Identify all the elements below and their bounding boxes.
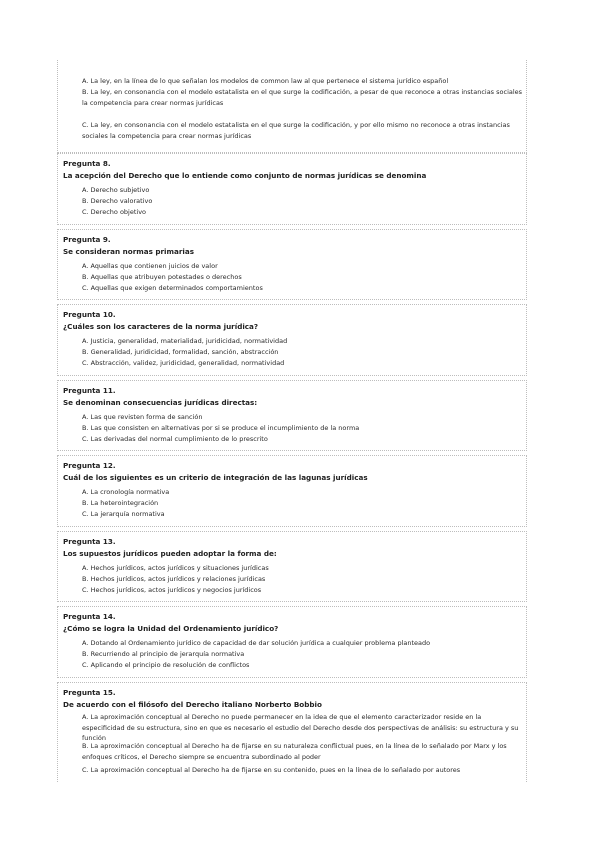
option-a: A. Las que revisten forma de sanción [82, 413, 203, 421]
option-b: B. Las que consisten en alternativas por si se produce el incumplimiento de la norma [82, 424, 360, 432]
question-text: ¿Cómo se logra la Unidad del Ordenamiento jurídico? [63, 624, 279, 633]
question-text: La acepción del Derecho que lo entiende como conjunto de normas jurídicas se denomina [63, 171, 427, 180]
question-11-block [57, 380, 527, 451]
option-b: B. La heterointegración [82, 499, 159, 507]
question-14-block [57, 606, 527, 678]
question-number: Pregunta 10. [63, 310, 116, 319]
option-c: C. Las derivadas del normal cumplimiento de lo prescrito [82, 435, 268, 443]
question-9-block [57, 229, 527, 300]
question-number: Pregunta 13. [63, 537, 116, 546]
question-15-block [57, 682, 527, 782]
question-text: ¿Cuáles son los caracteres de la norma jurídica? [63, 322, 259, 331]
option-c: C. Aplicando el principio de resolución de conflictos [82, 661, 250, 669]
question-7-block [57, 60, 527, 153]
option-b: B. La aproximación conceptual al Derecho ha de fijarse en su naturaleza conflictual pues, en la línea de lo señalado por Marx y los enfoques críticos, el Derecho siempre se encuentra subordinado al poder [82, 742, 507, 761]
option-a: A. Aquellas que contienen juicios de valor [82, 262, 218, 270]
question-text: Se consideran normas primarias [63, 247, 194, 256]
option-c: C. Aquellas que exigen determinados comportamientos [82, 284, 263, 292]
question-13-block [57, 531, 527, 602]
question-text: De acuerdo con el filósofo del Derecho italiano Norberto Bobbio [63, 700, 322, 709]
option-a: A. Hechos jurídicos, actos jurídicos y situaciones jurídicas [82, 564, 269, 572]
option-b: B. Recurriendo al principio de jerarquía normativa [82, 650, 245, 658]
question-12-block [57, 455, 527, 527]
question-number: Pregunta 8. [63, 159, 111, 168]
option-b: B. Generalidad, juridicidad, formalidad, sanción, abstracción [82, 348, 279, 356]
option-a: A. La aproximación conceptual al Derecho no puede permanecer en la idea de que el elemento caracterizador reside en la especificidad de su estructura, sino en que es necesario el estudio del Derecho desde dos perspectivas de análisis: su estructura y su función [82, 713, 519, 743]
option-c: C. La aproximación conceptual al Derecho ha de fijarse en su contenido, pues en la línea de lo señalado por autores [82, 766, 461, 774]
question-10-block [57, 304, 527, 376]
option-b: B. Hechos jurídicos, actos jurídicos y relaciones jurídicas [82, 575, 266, 583]
option-b: B. Derecho valorativo [82, 197, 153, 205]
option-a: A. Justicia, generalidad, materialidad, juridicidad, normatividad [82, 337, 288, 345]
option-a: A. La ley, en la línea de lo que señalan los modelos de common law al que pertenece el sistema jurídico español [82, 77, 449, 85]
option-c: C. La jerarquía normativa [82, 510, 165, 518]
question-number: Pregunta 15. [63, 688, 116, 697]
option-a: A. Dotando al Ordenamiento jurídico de capacidad de dar solución jurídica a cualquier problema planteado [82, 639, 431, 647]
option-a: A. La cronología normativa [82, 488, 170, 496]
question-number: Pregunta 14. [63, 612, 116, 621]
question-text: Cuál de los siguientes es un criterio de integración de las lagunas jurídicas [63, 473, 368, 482]
question-text: Los supuestos jurídicos pueden adoptar la forma de: [63, 549, 277, 558]
option-c: C. Hechos jurídicos, actos jurídicos y negocios jurídicos [82, 586, 262, 594]
question-number: Pregunta 11. [63, 386, 116, 395]
option-c: C. Abstracción, validez, juridicidad, generalidad, normatividad [82, 359, 285, 367]
option-b: B. Aquellas que atribuyen potestades o derechos [82, 273, 242, 281]
question-number: Pregunta 9. [63, 235, 111, 244]
question-number: Pregunta 12. [63, 461, 116, 470]
question-text: Se denominan consecuencias jurídicas directas: [63, 398, 258, 407]
option-a: A. Derecho subjetivo [82, 186, 150, 194]
option-c: C. Derecho objetivo [82, 208, 147, 216]
question-8-block [57, 153, 527, 225]
option-b: B. La ley, en consonancia con el modelo estatalista en el que surge la codificación, a pesar de que reconoce a otras instancias sociales la competencia para crear normas jurídicas [82, 88, 523, 107]
option-c: C. La ley, en consonancia con el modelo estatalista en el que surge la codificación, y por ello mismo no reconoce a otras instancias sociales la competencia para crear normas jurídicas [82, 121, 510, 140]
